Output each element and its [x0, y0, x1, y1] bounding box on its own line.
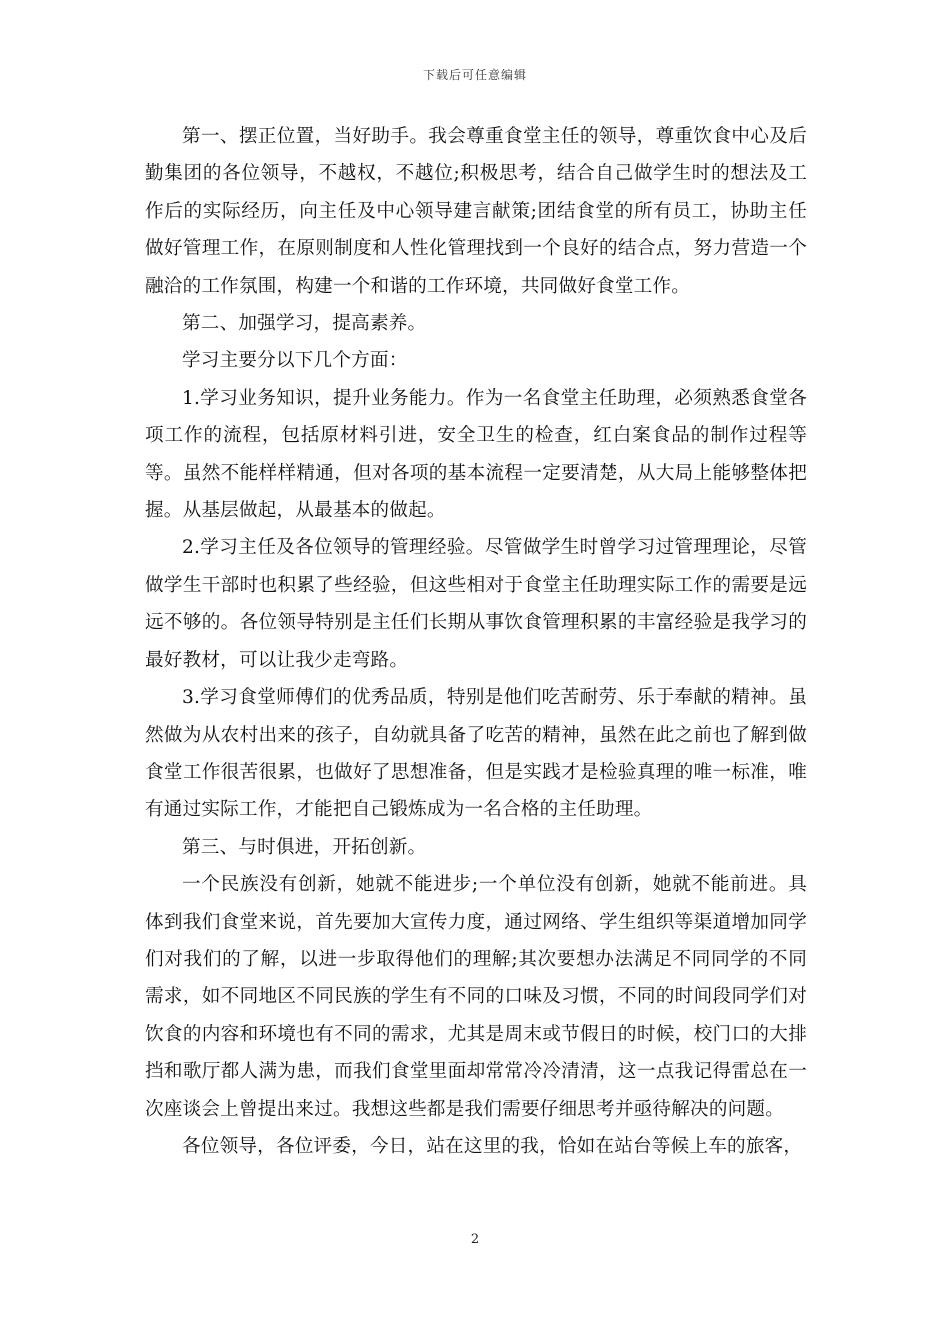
- paragraph-1: 第一、摆正位置，当好助手。我会尊重食堂主任的领导，尊重饮食中心及后勤集团的各位领导，不越权，不越位;积极思考，结合自己做学生时的想法及工作后的实际经历，向主任及中心领导建言献策;团结食堂的所有员工，协助主任做好管理工作，在原则制度和人性化管理找到一个良好的结合点，努力营造一个融洽的工作氛围，构建一个和谐的工作环境，共同做好食堂工作。: [145, 126, 807, 297]
- paragraph-7: 第三、与时俱进，开拓创新。: [182, 836, 427, 858]
- paragraph-5: 2.学习主任及各位领导的管理经验。尽管做学生时曾学习过管理理论，尽管做学生干部时也积累了些经验，但这些相对于食堂主任助理实际工作的需要是远远不够的。各位领导特别是主任们长期从事饮食管理积累的丰富经验是我学习的最好教材，可以让我少走弯路。: [145, 537, 807, 671]
- paragraph-3: 学习主要分以下几个方面：: [182, 350, 408, 372]
- document-body: [145, 118, 807, 1165]
- paragraph-9: 各位领导，各位评委，今日，站在这里的我，恰如在站台等候上车的旅客，: [182, 1135, 803, 1157]
- paragraph-2: 第二、加强学习，提高素养。: [182, 313, 427, 335]
- page-number: 2: [470, 1232, 480, 1247]
- page-header: 下载后可任意编辑: [422, 68, 527, 82]
- paragraph-8: 一个民族没有创新，她就不能进步;一个单位没有创新，她就不能前进。具体到我们食堂来说，首先要加大宣传力度，通过网络、学生组织等渠道增加同学们对我们的了解，以进一步取得他们的理解;其次要想办法满足不同同学的不同需求，如不同地区不同民族的学生有不同的口味及习惯，不同的时间段同学们对饮食的内容和环境也有不同的需求，尤其是周末或节假日的时候，校门口的大排挡和歌厅都人满为患，而我们食堂里面却常常冷冷清清，这一点我记得雷总在一次座谈会上曾提出来过。我想这些都是我们需要仔细思考并亟待解决的问题。: [145, 874, 807, 1120]
- paragraph-6: 3.学习食堂师傅们的优秀品质，特别是他们吃苦耐劳、乐于奉献的精神。虽然做为从农村出来的孩子，自幼就具备了吃苦的精神，虽然在此之前也了解到做食堂工作很苦很累，也做好了思想准备，但是实践才是检验真理的唯一标准，唯有通过实际工作，才能把自己锻炼成为一名合格的主任助理。: [145, 687, 807, 821]
- paragraph-4: 1.学习业务知识，提升业务能力。作为一名食堂主任助理，必须熟悉食堂各项工作的流程，包括原材料引进，安全卫生的检查，红白案食品的制作过程等等。虽然不能样样精通，但对各项的基本流程一定要清楚，从大局上能够整体把握。从基层做起，从最基本的做起。: [145, 387, 807, 522]
